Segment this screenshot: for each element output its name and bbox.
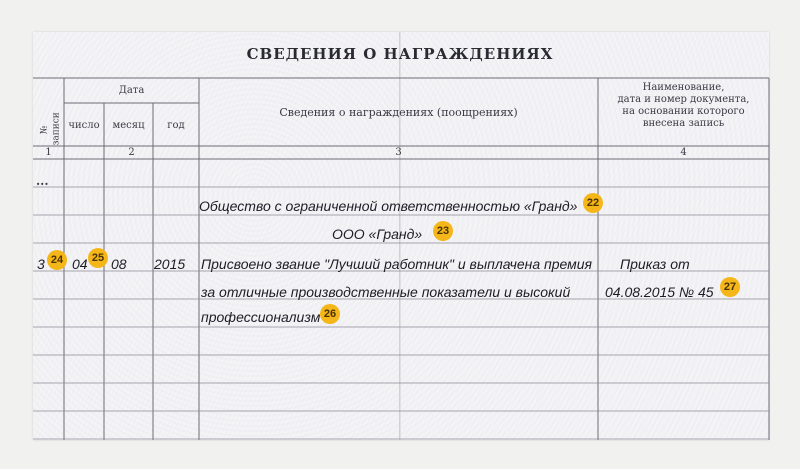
order-line-2: 04.08.2015 № 45 [605,284,714,300]
entry-month: 08 [111,256,127,272]
col-doc-header-line: Наименование, [642,82,725,93]
org-full-name: Общество с ограниченной ответственностью «Гранд» [199,198,578,214]
award-line-2: за отличные производственные показатели и высокий [201,284,571,300]
entry-day: 04 [72,256,88,272]
col-month-header: месяц [112,120,145,131]
col-doc-header-line: на основании которого [622,106,745,117]
col-date-header: Дата [118,85,145,96]
col-info-header: Сведения о награждениях (поощрениях) [279,106,518,119]
award-line-1: Присвоено звание "Лучший работник" и выплачена премия [201,256,593,272]
callout-badge: 23 [433,221,453,241]
col-index: 3 [395,147,402,158]
continuation-dots: ... [36,174,49,188]
col-index: 4 [680,147,687,158]
col-index: 1 [45,147,52,158]
order-line-1: Приказ от [620,256,690,272]
record-number: 3 [37,256,45,272]
col-doc-header-line: дата и номер документа, [617,94,750,105]
col-day-header: число [68,120,100,131]
callout-badge: 22 [583,193,603,213]
col-number-header: № записи [39,112,62,146]
entry-year: 2015 [154,256,186,272]
col-doc-header-line: внесена запись [642,118,725,129]
award-line-3: профессионализм [201,309,321,325]
org-short-name: ООО «Гранд» [332,226,423,242]
col-doc-header [598,82,769,130]
callout-badge: 26 [320,304,340,324]
callout-badge: 24 [47,250,67,270]
page-title: СВЕДЕНИЯ О НАГРАЖДЕНИЯХ [246,45,554,63]
col-index: 2 [128,147,135,158]
col-year-header: год [167,120,185,131]
callout-badge: 25 [88,248,108,268]
callout-badge: 27 [720,277,740,297]
